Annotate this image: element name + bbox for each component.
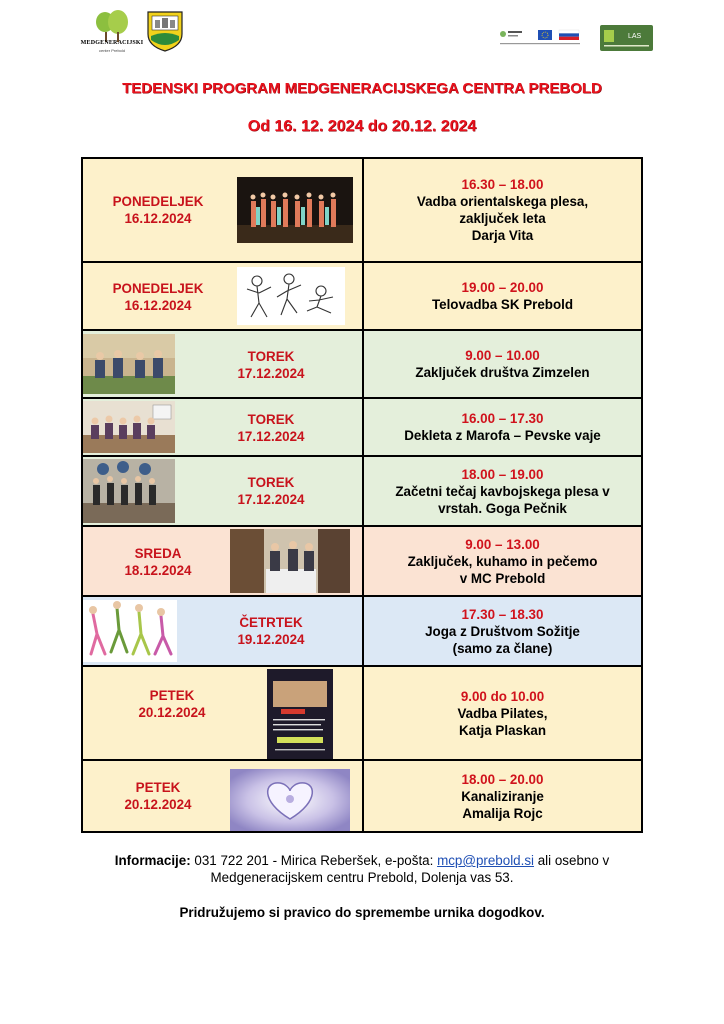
contact-info [60, 852, 664, 886]
table-row [82, 262, 642, 330]
pilates-flyer [267, 669, 333, 759]
schedule-change-notice: Pridružujemo si pravico do spremembe urnika dogodkov. [179, 905, 545, 920]
info-address: Medgeneracijskem centru Prebold, Dolenja vas 53. [210, 870, 514, 885]
info-label: Informacije: [114, 853, 191, 868]
activity-text: Kanaliziranje [461, 788, 544, 804]
day-cell [82, 262, 363, 330]
activity-text: Začetni tečaj kavbojskega plesa v [395, 483, 610, 499]
table-row [82, 456, 642, 526]
page-subtitle: Od 16. 12. 2024 do 20.12. 2024 [247, 118, 477, 135]
day-name: TOREK [247, 349, 295, 364]
activity-time: 9.00 – 10.00 [465, 348, 540, 363]
activity-text: Vadba Pilates, [457, 705, 548, 721]
activity-cell [363, 158, 642, 262]
info-tail: ali osebno v [534, 853, 610, 868]
day-date: 20.12.2024 [138, 705, 206, 720]
page-title: TEDENSKI PROGRAM MEDGENERACIJSKEGA CENTRA PREBOLD [122, 80, 602, 97]
email-link[interactable]: mcp@prebold.si [437, 853, 535, 868]
las-logo [600, 25, 653, 51]
day-cell [82, 526, 363, 596]
activity-time: 18.00 – 19.00 [461, 466, 544, 482]
cooking-photo [230, 529, 350, 593]
activity-time: 9.00 – 13.00 [465, 536, 540, 552]
day-name: TOREK [247, 475, 295, 490]
day-cell [82, 456, 363, 526]
heart-meditation-image [230, 769, 350, 831]
activity-text: (samo za člane) [452, 640, 553, 656]
day-name: PONEDELJEK [112, 194, 204, 209]
activity-cell [363, 760, 642, 832]
day-name: PETEK [135, 780, 181, 795]
activity-text: Katja Plaskan [458, 722, 547, 738]
activity-cell [363, 666, 642, 760]
info-text: 031 722 201 - Mirica Reberšek, e-pošta: [190, 853, 438, 868]
exercise-illustration [237, 267, 345, 325]
activity-cell [363, 596, 642, 666]
table-row [82, 398, 642, 456]
activity-text: Darja Vita [471, 228, 534, 243]
day-name: ČETRTEK [239, 615, 303, 630]
day-date: 17.12.2024 [237, 366, 305, 381]
activity-cell [363, 330, 642, 398]
activity-text: Joga z Društvom Sožitje [425, 623, 580, 639]
day-name: SREDA [134, 546, 182, 561]
table-row [82, 760, 642, 832]
activity-cell [363, 456, 642, 526]
table-row [82, 330, 642, 398]
activity-cell [363, 398, 642, 456]
activity-time: 18.00 – 20.00 [461, 771, 544, 787]
logo-text: MEDGENERACIJSKI [80, 40, 144, 46]
logo-subtext: center Prebold [98, 48, 125, 53]
table-row [82, 596, 642, 666]
day-date: 16.12.2024 [124, 211, 192, 226]
day-cell [82, 596, 363, 666]
day-cell [82, 330, 363, 398]
svg-text:LAS: LAS [628, 33, 642, 40]
activity-text: v MC Prebold [459, 570, 546, 586]
activity-time: 9.00 do 10.00 [460, 688, 545, 704]
day-name: PETEK [149, 688, 195, 703]
day-cell [82, 760, 363, 832]
day-cell [82, 158, 363, 262]
day-cell [82, 666, 363, 760]
eu-funding-logos [498, 28, 582, 48]
day-name: PONEDELJEK [112, 281, 204, 296]
activity-time: 17.30 – 18.30 [461, 606, 544, 622]
activity-text: Telovadba SK Prebold [431, 297, 574, 312]
table-row [82, 158, 642, 262]
day-date: 17.12.2024 [237, 429, 305, 444]
prebold-crest-icon [146, 10, 184, 52]
activity-cell [363, 262, 642, 330]
activity-text: vrstah. Goga Pečnik [438, 500, 567, 516]
day-date: 16.12.2024 [124, 298, 192, 313]
activity-text: zaključek leta [459, 211, 546, 226]
day-date: 18.12.2024 [124, 563, 192, 578]
schedule-table [81, 157, 643, 833]
day-date: 20.12.2024 [124, 797, 192, 812]
activity-text: Zaključek, kuhamo in pečemo [407, 553, 598, 569]
activity-time: 16.00 – 17.30 [461, 411, 544, 426]
day-name: TOREK [247, 412, 295, 427]
activity-text: Vadba orientalskega plesa, [416, 194, 589, 209]
dance-performance-photo [237, 177, 353, 243]
activity-time: 19.00 – 20.00 [461, 280, 544, 295]
day-date: 17.12.2024 [237, 492, 305, 507]
day-cell [82, 398, 363, 456]
activity-text: Zaključek društva Zimzelen [415, 365, 590, 380]
seniors-group-photo [83, 334, 175, 394]
table-row [82, 666, 642, 760]
choir-rehearsal-photo [83, 401, 175, 453]
activity-time: 16.30 – 18.00 [461, 177, 544, 192]
activity-cell [363, 526, 642, 596]
day-date: 19.12.2024 [237, 632, 305, 647]
activity-text: Amalija Rojc [462, 805, 543, 821]
line-dance-photo [83, 459, 175, 523]
activity-text: Dekleta z Marofa – Pevske vaje [404, 428, 601, 443]
table-row [82, 526, 642, 596]
yoga-illustration [83, 600, 177, 662]
